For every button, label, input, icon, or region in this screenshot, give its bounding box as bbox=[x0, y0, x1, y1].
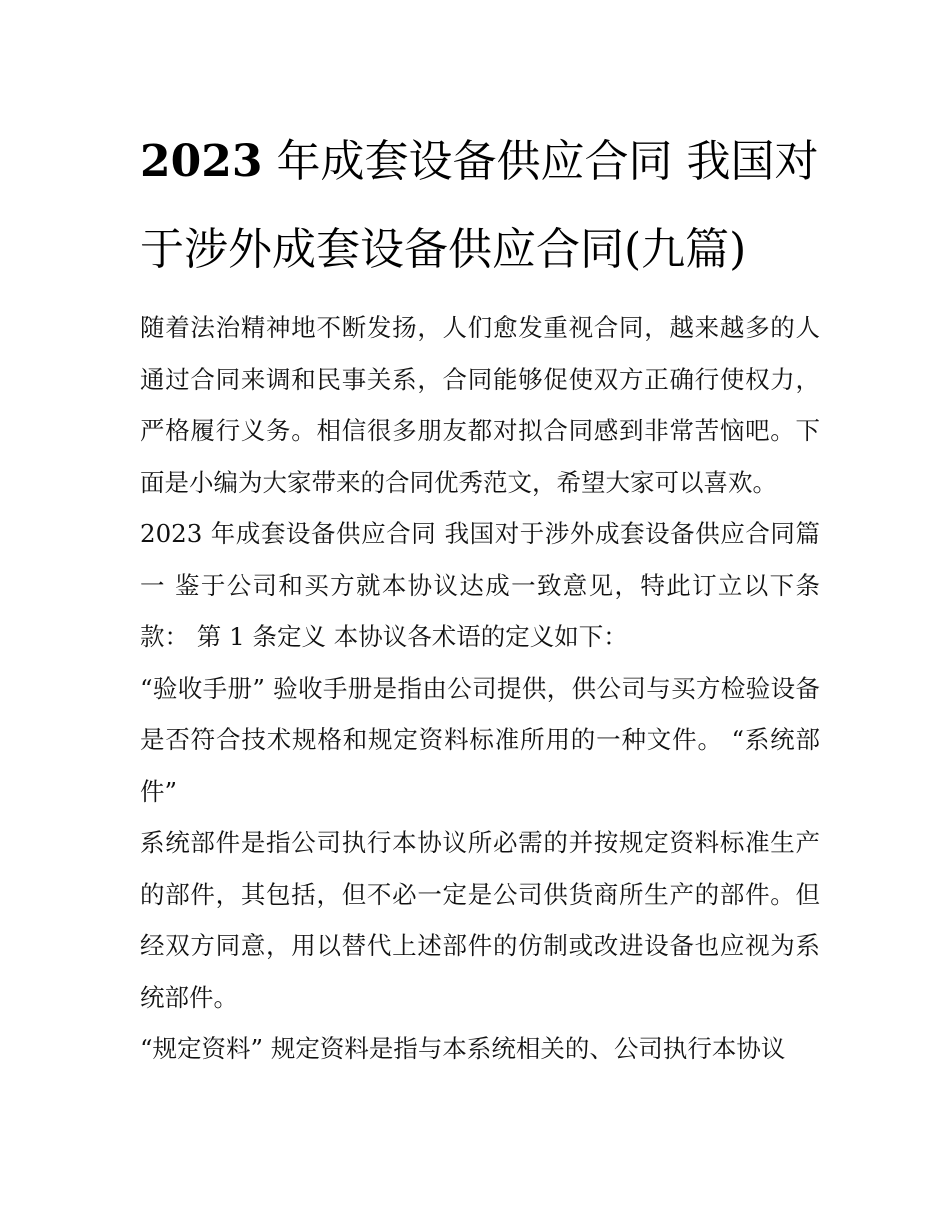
title-year: 2023 bbox=[140, 136, 263, 187]
document-title bbox=[140, 118, 820, 294]
paragraph-specified-data: “规定资料” 规定资料是指与本系统相关的、公司执行本协议 bbox=[140, 1034, 786, 1063]
paragraph-system-components: 系统部件是指公司执行本协议所必需的并按规定资料标准生产的部件，其包括，但不必一定是公司供货商所生产的部件。但经双方同意，用以替代上述部件的仿制或改进设备也应视为系统部件。 bbox=[140, 828, 820, 1012]
title-text: 年成套设备供应合同 我国对于涉外成套设备供应合同(九篇) bbox=[140, 136, 819, 275]
paragraph-intro: 随着法治精神地不断发扬，人们愈发重视合同，越来越多的人通过合同来调和民事关系，合同能够促使双方正确行使权力，严格履行义务。相信很多朋友都对拟合同感到非常苦恼吧。下面是小编为大家带来的合同优秀范文，希望大家可以喜欢。 bbox=[140, 313, 820, 497]
paragraph-acceptance-manual: “验收手册” 验收手册是指由公司提供，供公司与买方检验设备是否符合技术规格和规定资料标准所用的一种文件。 “系统部件” bbox=[140, 673, 820, 806]
document-body bbox=[140, 302, 820, 1075]
document-content bbox=[140, 118, 820, 1075]
paragraph-article-heading: 2023 年成套设备供应合同 我国对于涉外成套设备供应合同篇一 鉴于公司和买方就本协议达成一致意见，特此订立以下条款： 第 1 条定义 本协议各术语的定义如下： bbox=[140, 519, 820, 651]
